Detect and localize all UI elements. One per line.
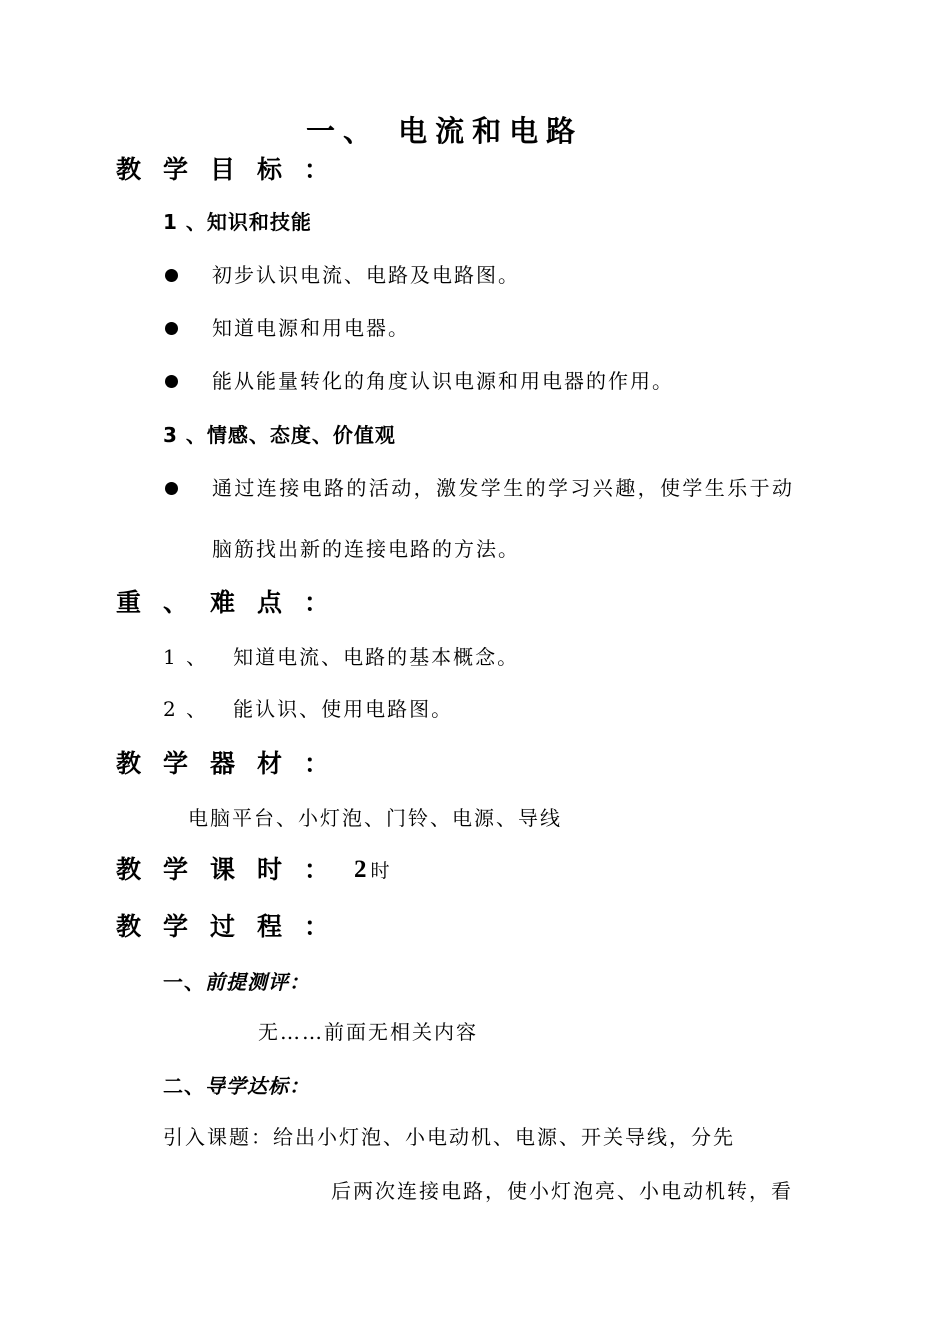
key-point-item: 1 、 知道电流、电路的基本概念。 [163,645,520,669]
materials-heading: 教学器材： [116,749,352,778]
guide-heading [163,1076,310,1096]
key-points-heading: 重、难点： [116,588,352,617]
intro-line1: 引入课题：给出小灯泡、小电动机、电源、开关导线，分先 [163,1125,735,1149]
bullet-icon [165,269,178,282]
bullet-icon [165,482,178,495]
hours-value [354,857,390,882]
key-point-item: 2 、 能认识、使用电路图。 [163,697,454,721]
hours-number: 2 [354,856,371,883]
knowledge-item: 初步认识电流、电路及电路图。 [212,263,520,287]
knowledge-item: 知道电源和用电器。 [212,316,410,340]
knowledge-skills-heading: 1 、知识和技能 [163,210,312,234]
intro-line2: 后两次连接电路，使小灯泡亮、小电动机转，看 [331,1179,793,1203]
materials-text: 电脑平台、小灯泡、门铃、电源、导线 [188,806,562,830]
document-title: 一、 电流和电路 [306,114,584,148]
emotion-item-line1: 通过连接电路的活动，激发学生的学习兴趣，使学生乐于动 [212,476,795,500]
pretest-text: 无……前面无相关内容 [258,1020,478,1044]
knowledge-item: 能从能量转化的角度认识电源和用电器的作用。 [212,369,674,393]
bullet-icon [165,322,178,335]
hours-heading: 教学课时： [116,855,352,884]
process-heading: 教学过程： [116,912,352,941]
pretest-heading [163,972,310,992]
emotion-item-line2: 脑筋找出新的连接电路的方法。 [212,537,520,561]
pretest-label: 前提测评： [205,970,310,994]
emotion-values-heading: 3 、情感、态度、价值观 [163,423,396,447]
bullet-icon [165,375,178,388]
hours-unit: 时 [370,860,390,882]
pretest-prefix: 一、 [163,970,205,994]
objectives-heading: 教学目标： [116,155,352,184]
guide-label: 导学达标： [205,1074,310,1098]
guide-prefix: 二、 [163,1074,205,1098]
